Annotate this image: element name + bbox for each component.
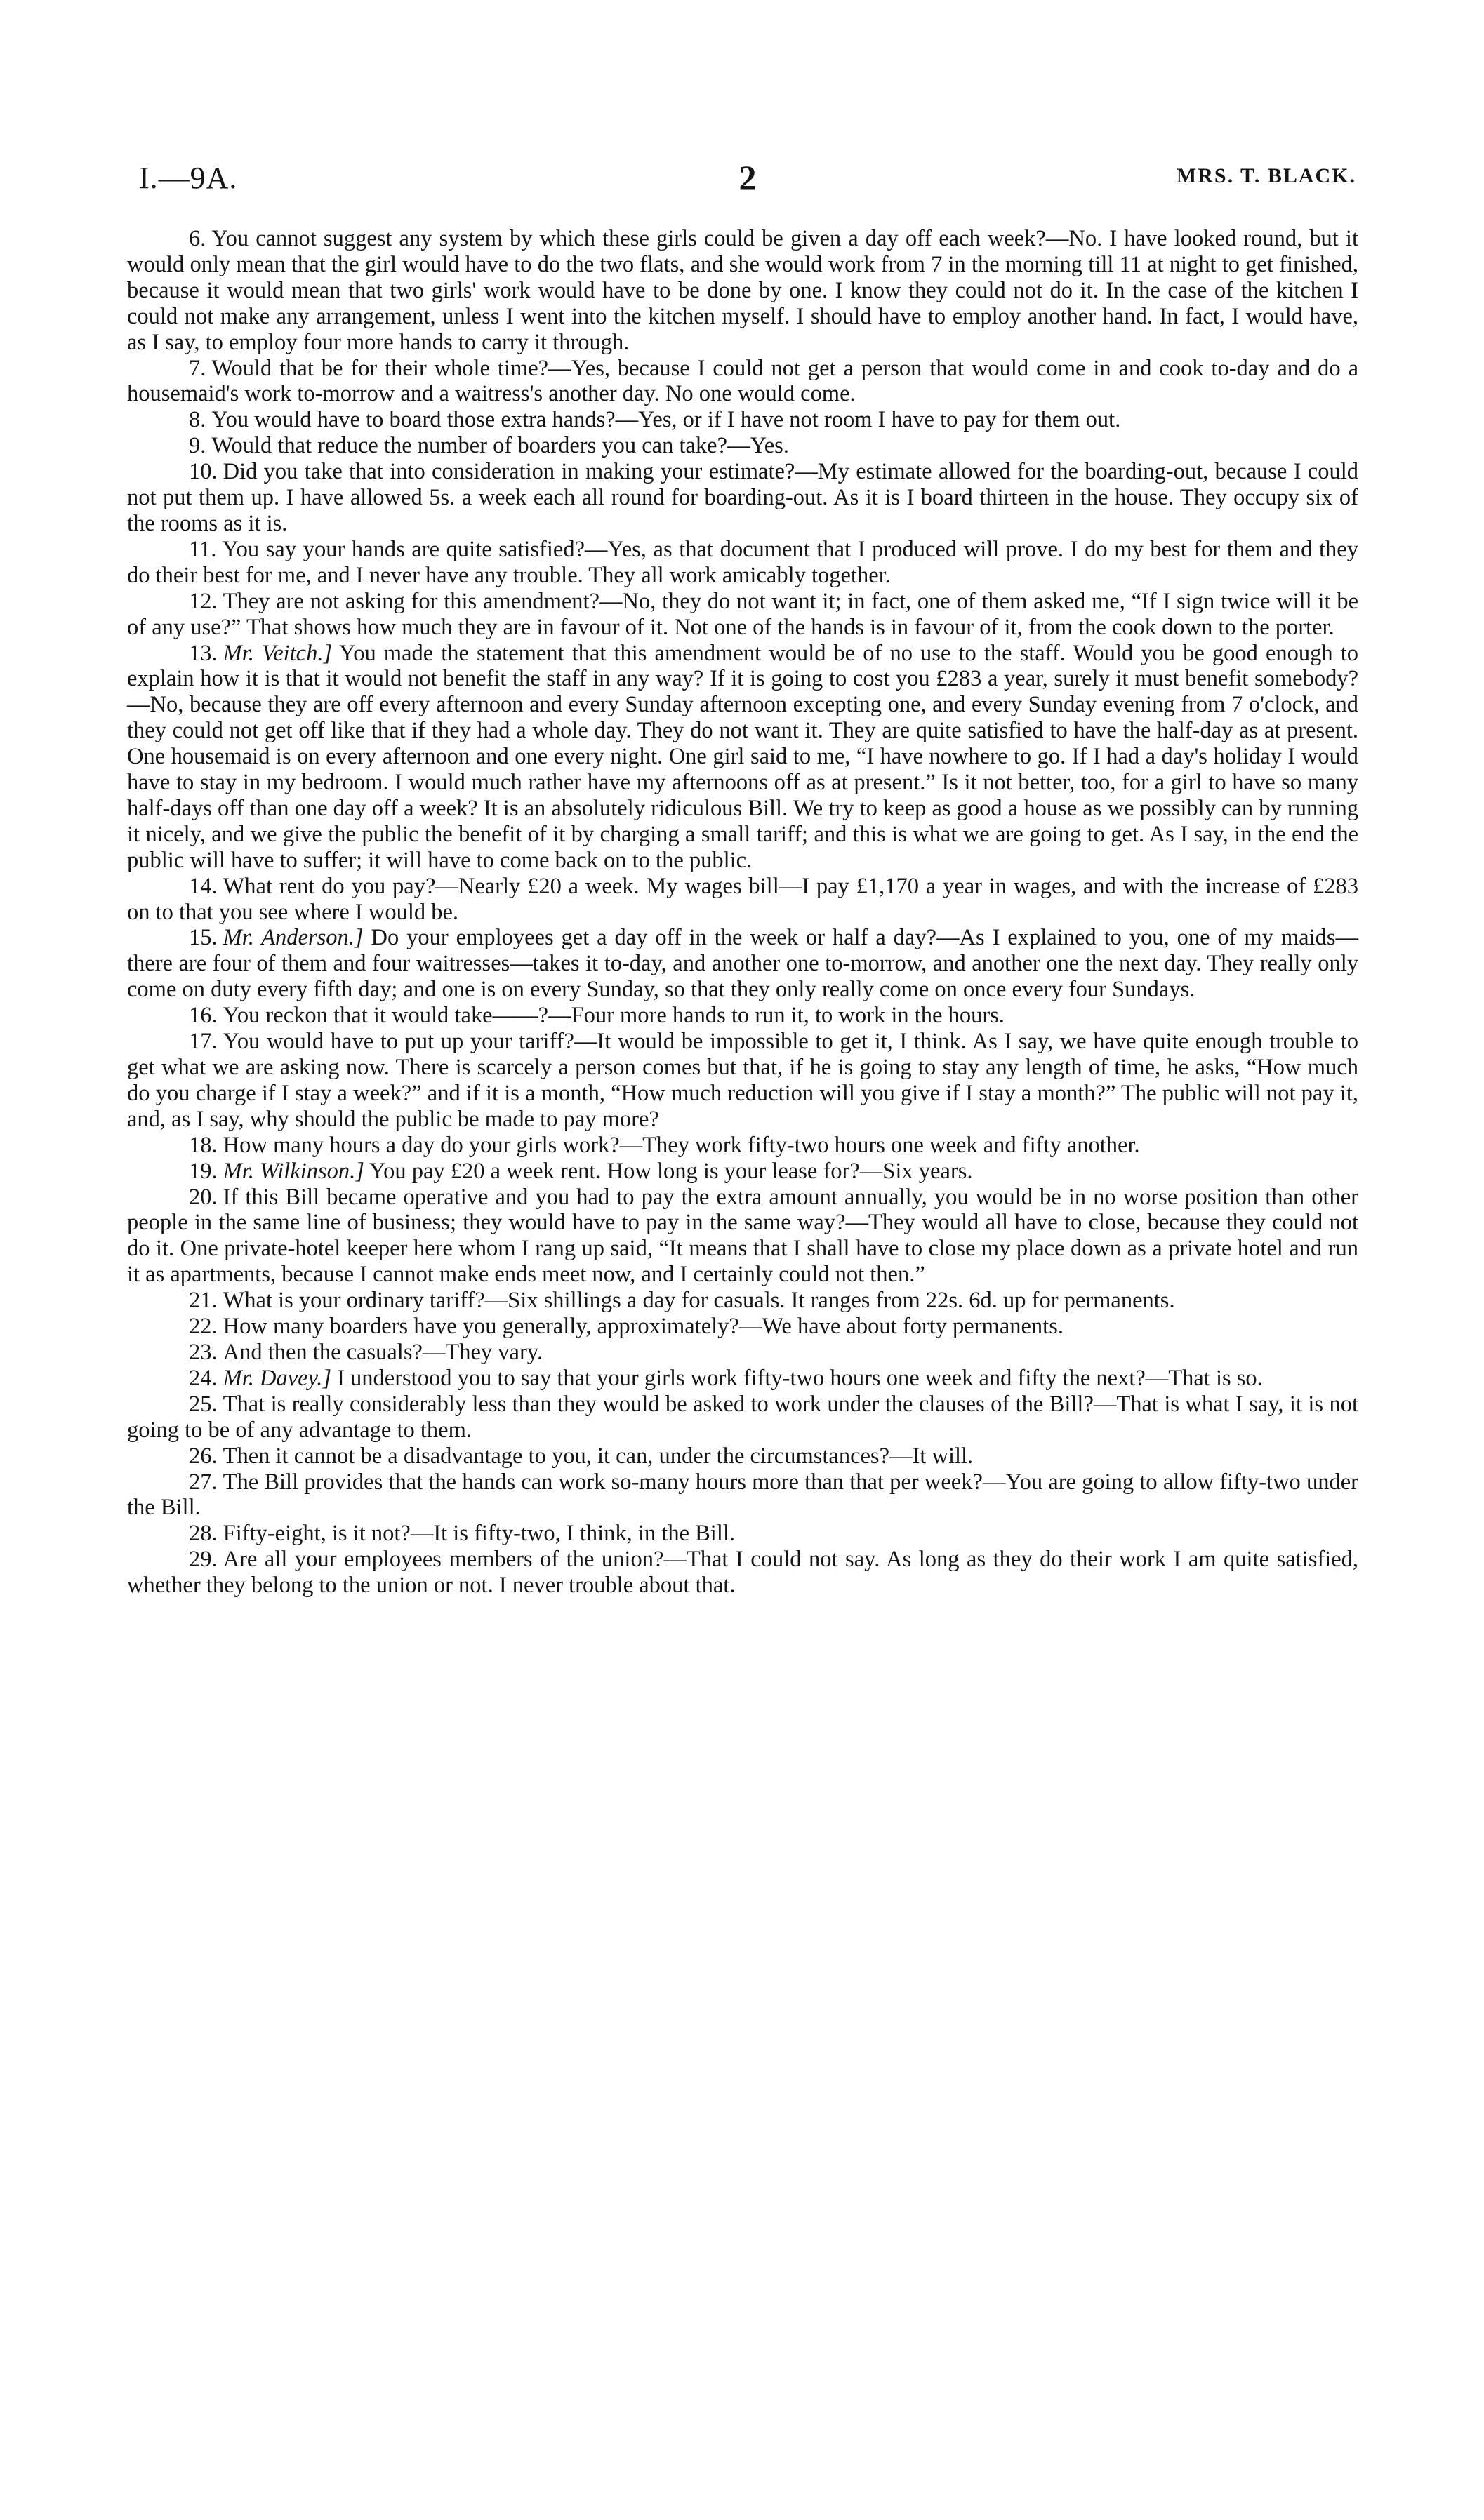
question-answer-text: You pay £20 a week rent. How long is your lease for?—Six years. xyxy=(369,1158,973,1184)
evidence-paragraph xyxy=(127,1029,1358,1133)
speaker-name: Mr. Wilkinson.] xyxy=(223,1158,364,1184)
witness-name: MRS. T. BLACK. xyxy=(1176,164,1356,187)
question-number: 10. xyxy=(189,459,218,485)
question-answer-text: I understood you to say that your girls work fifty-two hours one week and fifty the next?—That is so. xyxy=(337,1365,1263,1391)
evidence-paragraph xyxy=(127,1444,1358,1469)
evidence-paragraph xyxy=(127,459,1358,537)
parliamentary-paper-reference: I.—9A. xyxy=(139,161,238,195)
question-number: 15. xyxy=(189,925,218,951)
evidence-body xyxy=(127,226,1358,1599)
evidence-paragraph xyxy=(127,589,1358,641)
question-answer-text: Do your employees get a day off in the week or half a day?—As I explained to you, one of my maids—there are four of them and four waitresses—takes it to-day, and another one to-morrow, and another one the next day. They really only come on duty every fifth day; and one is on every Sunday, so that they only really come on once every four Sundays. xyxy=(127,925,1358,1003)
question-answer-text: You cannot suggest any system by which these girls could be given a day off each week?—No. I have looked round, but it would only mean that the girl would have to do the two flats, and she would work from 7 in the morning till 11 at night to get finished, because it would mean that two girls' work would have to be done by one. I know they could not do it. In the case of the kitchen I could not make any arrangement, unless I went into the kitchen myself. I should have to employ another hand. In fact, I would have, as I say, to employ four more hands to carry it through. xyxy=(127,226,1358,355)
question-number: 20. xyxy=(189,1184,218,1210)
evidence-paragraph xyxy=(127,641,1358,874)
question-answer-text: You say your hands are quite satisfied?—Yes, as that document that I produced will prove. I do my best for them and they do their best for me, and I never have any trouble. They all work amicably together. xyxy=(127,536,1358,588)
question-number: 17. xyxy=(189,1029,218,1055)
question-number: 16. xyxy=(189,1003,218,1029)
question-number: 26. xyxy=(189,1443,218,1469)
question-number: 25. xyxy=(189,1391,218,1417)
evidence-paragraph xyxy=(127,1133,1358,1159)
evidence-paragraph xyxy=(127,1366,1358,1392)
speaker-name: Mr. Davey.] xyxy=(223,1365,331,1391)
question-answer-text: You would have to put up your tariff?—It would be impossible to get it, I think. As I say, we have quite enough trouble to get what we are asking now. There is scarcely a person comes but that, if he is going to stay any length of time, he asks, “How much do you charge if I stay a week?” and if it is a month, “How much reduction will you give if I stay a month?” The public will not pay it, and, as I say, why should the public be made to pay more? xyxy=(127,1029,1358,1132)
question-number: 21. xyxy=(189,1288,218,1314)
question-answer-text: Then it cannot be a disadvantage to you, it can, under the circumstances?—It will. xyxy=(223,1443,974,1469)
question-answer-text: You reckon that it would take——?—Four more hands to run it, to work in the hours. xyxy=(223,1003,1005,1029)
question-number: 19. xyxy=(189,1158,218,1184)
question-answer-text: Would that be for their whole time?—Yes, because I could not get a person that would come in and cook to-day and do a housemaid's work to-morrow and a waitress's another day. No one would come. xyxy=(127,355,1358,407)
question-answer-text: How many hours a day do your girls work?—They work fifty-two hours one week and fifty another. xyxy=(223,1132,1140,1158)
question-answer-text: How many boarders have you generally, approximately?—We have about forty permanents. xyxy=(223,1314,1064,1340)
evidence-paragraph xyxy=(127,1547,1358,1599)
question-number: 24. xyxy=(189,1365,218,1391)
question-number: 8. xyxy=(189,407,206,433)
question-answer-text: Would that reduce the number of boarders you can take?—Yes. xyxy=(211,433,789,459)
question-number: 27. xyxy=(189,1469,218,1495)
evidence-paragraph xyxy=(127,433,1358,459)
question-answer-text: Did you take that into consideration in making your estimate?—My estimate allowed for the boarding-out, because I could not put them up. I have allowed 5s. a week each all round for boarding-out. As it is I board thirteen in the house. They occupy six of the rooms as it is. xyxy=(127,459,1358,536)
evidence-paragraph xyxy=(127,1521,1358,1547)
evidence-paragraph xyxy=(127,537,1358,589)
question-number: 18. xyxy=(189,1132,218,1158)
evidence-paragraph xyxy=(127,1288,1358,1314)
question-answer-text: You would have to board those extra hands?—Yes, or if I have not room I have to pay for them out. xyxy=(211,407,1121,433)
question-answer-text: The Bill provides that the hands can work so-many hours more than that per week?—You are going to allow fifty-two under the Bill. xyxy=(127,1469,1358,1521)
speaker-name: Mr. Veitch.] xyxy=(223,640,333,666)
question-answer-text: Fifty-eight, is it not?—It is fifty-two, I think, in the Bill. xyxy=(223,1521,736,1547)
question-number: 9. xyxy=(189,433,206,459)
question-number: 23. xyxy=(189,1339,218,1365)
evidence-paragraph xyxy=(127,1392,1358,1444)
page-number: 2 xyxy=(738,158,757,197)
evidence-paragraph xyxy=(127,356,1358,408)
question-number: 6. xyxy=(189,226,206,251)
evidence-paragraph xyxy=(127,1003,1358,1029)
question-answer-text: That is really considerably less than they would be asked to work under the clauses of the Bill?—That is what I say, it is not going to be of any advantage to them. xyxy=(127,1391,1358,1443)
evidence-paragraph xyxy=(127,1340,1358,1366)
question-number: 13. xyxy=(189,640,218,666)
evidence-paragraph xyxy=(127,925,1358,1003)
evidence-paragraph xyxy=(127,1469,1358,1521)
evidence-paragraph xyxy=(127,226,1358,356)
evidence-paragraph xyxy=(127,407,1358,433)
question-number: 22. xyxy=(189,1314,218,1340)
question-number: 12. xyxy=(189,588,218,614)
speaker-name: Mr. Anderson.] xyxy=(223,925,364,951)
question-answer-text: What is your ordinary tariff?—Six shillings a day for casuals. It ranges from 22s. 6d. up for permanents. xyxy=(223,1288,1175,1314)
question-number: 7. xyxy=(189,355,206,381)
question-number: 28. xyxy=(189,1521,218,1547)
evidence-paragraph xyxy=(127,1314,1358,1340)
evidence-paragraph xyxy=(127,874,1358,926)
question-answer-text: What rent do you pay?—Nearly £20 a week. My wages bill—I pay £1,170 a year in wages, and with the increase of £283 on to that you see where I would be. xyxy=(127,873,1358,925)
page-header xyxy=(139,160,1356,202)
question-answer-text: If this Bill became operative and you had to pay the extra amount annually, you would be in no worse position than other people in the same line of business; they would have to pay in the same way?—They would all have to close, because they could not do it. One private-hotel keeper here whom I rang up said, “It means that I shall have to close my place down as a private hotel and run it as apartments, because I cannot make ends meet now, and I certainly could not then.” xyxy=(127,1184,1358,1288)
evidence-paragraph xyxy=(127,1159,1358,1185)
question-answer-text: Are all your employees members of the union?—That I could not say. As long as they do their work I am quite satisfied, whether they belong to the union or not. I never trouble about that. xyxy=(127,1547,1358,1599)
question-answer-text: And then the casuals?—They vary. xyxy=(223,1339,543,1365)
question-number: 29. xyxy=(189,1547,218,1573)
evidence-paragraph xyxy=(127,1185,1358,1288)
question-number: 11. xyxy=(189,536,217,562)
question-answer-text: You made the statement that this amendment would be of no use to the staff. Would you be good enough to explain how it is that it would not benefit the staff in any way? If it is going to cost you £283 a year, surely it must benefit somebody?—No, because they are off every afternoon and every Sunday afternoon excepting one, and every Sunday evening from 7 o'clock, and they could not get off like that if they had a whole day. They do not want it. They are quite satisfied to have the half-day as at present. One housemaid is on every afternoon and one every night. One girl said to me, “I have nowhere to go. If I had a day's holiday I would have to stay in my bedroom. I would much rather have my afternoons off as at present.” Is it not better, too, for a girl to have so many half-days off than one day off a week? It is an absolutely ridiculous Bill. We try to keep as good a house as we possibly can by running it nicely, and we give the public the benefit of it by charging a small tariff; and this is what we are going to get. As I say, in the end the public will have to suffer; it will have to come back on to the public. xyxy=(127,640,1358,873)
question-answer-text: They are not asking for this amendment?—No, they do not want it; in fact, one of them asked me, “If I sign twice will it be of any use?” That shows how much they are in favour of it. Not one of the hands is in favour of it, from the cook down to the porter. xyxy=(127,588,1358,640)
question-number: 14. xyxy=(189,873,218,899)
